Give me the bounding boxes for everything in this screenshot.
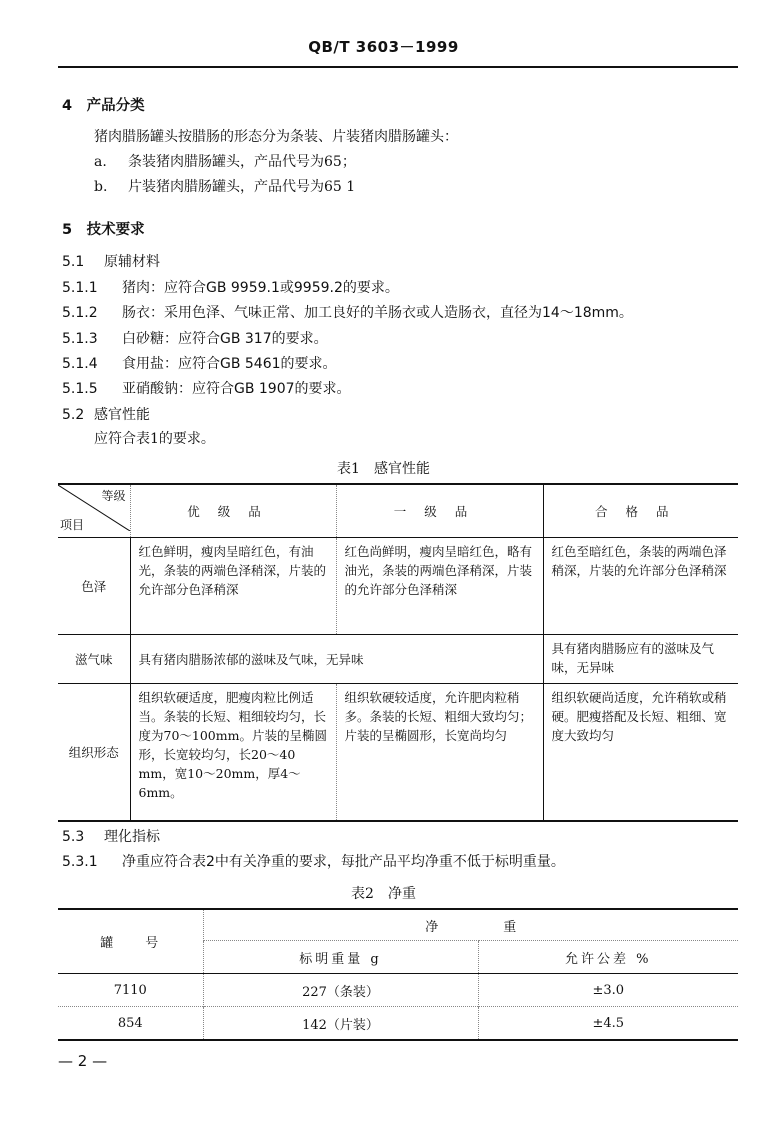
corner-label-item: 项目	[60, 518, 85, 532]
clause-number: 5.1.3	[62, 331, 98, 347]
clause-number: 5.1.4	[62, 356, 98, 372]
column-header-tolerance: 允许公差 %	[478, 941, 738, 974]
grade-header-first: 一级品	[336, 484, 543, 538]
clause-text: 食用盐：应符合GB 5461的要求。	[122, 356, 337, 372]
table-cell: 红色鲜明，瘦肉呈暗红色，有油光，条装的两端色泽稍深，片装的允许部分色泽稍深	[130, 538, 336, 635]
clause-text: 猪肉：应符合GB 9959.1或9959.2的要求。	[122, 280, 399, 296]
row-label-texture: 组织形态	[68, 744, 119, 760]
sensory-table	[58, 483, 738, 822]
column-header-net-weight: 净 重	[203, 909, 738, 941]
section-5-2-text: 应符合表1的要求。	[94, 431, 215, 447]
item-text: 片装猪肉腊肠罐头，产品代号为65 1	[128, 179, 356, 195]
table-cell: 组织软硬较适度，允许肥肉粒稍多。条装的长短、粗细大致均匀；片装的呈椭圆形，长宽尚均匀	[336, 684, 543, 822]
column-header-can: 罐 号	[100, 936, 161, 951]
clause-5-1-1	[62, 279, 399, 297]
section-number: 5.1	[62, 254, 85, 270]
table-cell-tolerance: ±3.0	[478, 974, 738, 1007]
table-1-corner	[58, 484, 130, 538]
table-cell-merged: 具有猪肉腊肠浓郁的滋味及气味，无异味	[130, 635, 543, 684]
table-cell: 红色尚鲜明，瘦肉呈暗红色，略有油光，条装的两端色泽稍深，片装的允许部分色泽稍深	[336, 538, 543, 635]
table-1-caption: 表1 感官性能	[337, 461, 430, 477]
clause-number: 5.1.2	[62, 305, 98, 321]
table-row	[58, 635, 738, 684]
item-marker: a.	[94, 154, 107, 170]
section-5-heading: 5 技术要求	[62, 222, 145, 238]
section-number: 5.3	[62, 829, 85, 845]
table-cell-can: 854	[117, 1015, 143, 1031]
clause-5-1-5	[62, 380, 351, 398]
table-row	[58, 684, 738, 822]
table-row	[58, 538, 738, 635]
clause-5-1-3	[62, 330, 328, 348]
document-header: QB/T 3603－1999	[308, 38, 459, 56]
table-cell: 红色至暗红色，条装的两端色泽稍深，片装的允许部分色泽稍深	[543, 538, 738, 635]
table-cell: 组织软硬适度，肥瘦肉粒比例适当。条装的长短、粗细较均匀，长度为70～100mm。片装的呈椭圆形，长宽较均匀，长20～40 mm，宽10～20mm，厚4～6mm。	[130, 684, 336, 822]
table-row	[58, 1007, 738, 1041]
table-cell: 具有猪肉腊肠应有的滋味及气味，无异味	[543, 635, 738, 684]
clause-text: 净重应符合表2中有关净重的要求，每批产品平均净重不低于标明重量。	[122, 854, 565, 870]
clause-number: 5.1.1	[62, 280, 98, 296]
table-cell-can: 7110	[113, 982, 147, 998]
table-cell: 组织软硬尚适度，允许稍软或稍硬。肥瘦搭配及长短、粗细、宽度大致均匀	[543, 684, 738, 822]
clause-text: 白砂糖：应符合GB 317的要求。	[122, 331, 328, 347]
clause-number: 5.1.5	[62, 381, 98, 397]
row-label-flavor: 滋气味	[74, 651, 113, 667]
section-5-3-heading	[62, 828, 160, 846]
table-2-caption: 表2 净重	[351, 886, 416, 902]
section-4-heading: 4 产品分类	[62, 98, 145, 114]
header-rule	[58, 66, 738, 68]
clause-number: 5.3.1	[62, 854, 98, 870]
clause-5-3-1	[62, 853, 565, 871]
section-5-2-heading	[62, 406, 150, 424]
grade-header-qualified: 合格品	[543, 484, 738, 538]
table-cell-tolerance: ±4.5	[478, 1007, 738, 1041]
clause-5-1-4	[62, 355, 337, 373]
section-4-intro: 猪肉腊肠罐头按腊肠的形态分为条装、片装猪肉腊肠罐头：	[94, 129, 458, 145]
classification-item-b	[94, 178, 355, 196]
section-5-1-heading	[62, 253, 160, 271]
section-number: 5.2	[62, 407, 85, 423]
table-row	[58, 974, 738, 1007]
clause-text: 亚硝酸钠：应符合GB 1907的要求。	[122, 381, 351, 397]
classification-item-a	[94, 153, 356, 171]
grade-header-superior: 优级品	[130, 484, 336, 538]
section-title: 感官性能	[94, 407, 150, 423]
section-title: 理化指标	[104, 829, 160, 845]
column-header-labeled-weight: 标明重量 g	[203, 941, 478, 974]
section-title: 原辅材料	[104, 254, 160, 270]
clause-5-1-2	[62, 304, 633, 322]
page-number: — 2 —	[58, 1052, 108, 1070]
clause-text: 肠衣：采用色泽、气味正常、加工良好的羊肠衣或人造肠衣，直径为14～18mm。	[122, 305, 633, 321]
table-cell-weight: 227（条装）	[203, 974, 478, 1007]
table-cell-weight: 142（片装）	[203, 1007, 478, 1041]
item-marker: b.	[94, 179, 108, 195]
corner-label-grade: 等级	[101, 489, 126, 503]
item-text: 条装猪肉腊肠罐头，产品代号为65；	[128, 154, 356, 170]
row-label-color: 色泽	[81, 578, 107, 594]
net-weight-table	[58, 908, 738, 1041]
